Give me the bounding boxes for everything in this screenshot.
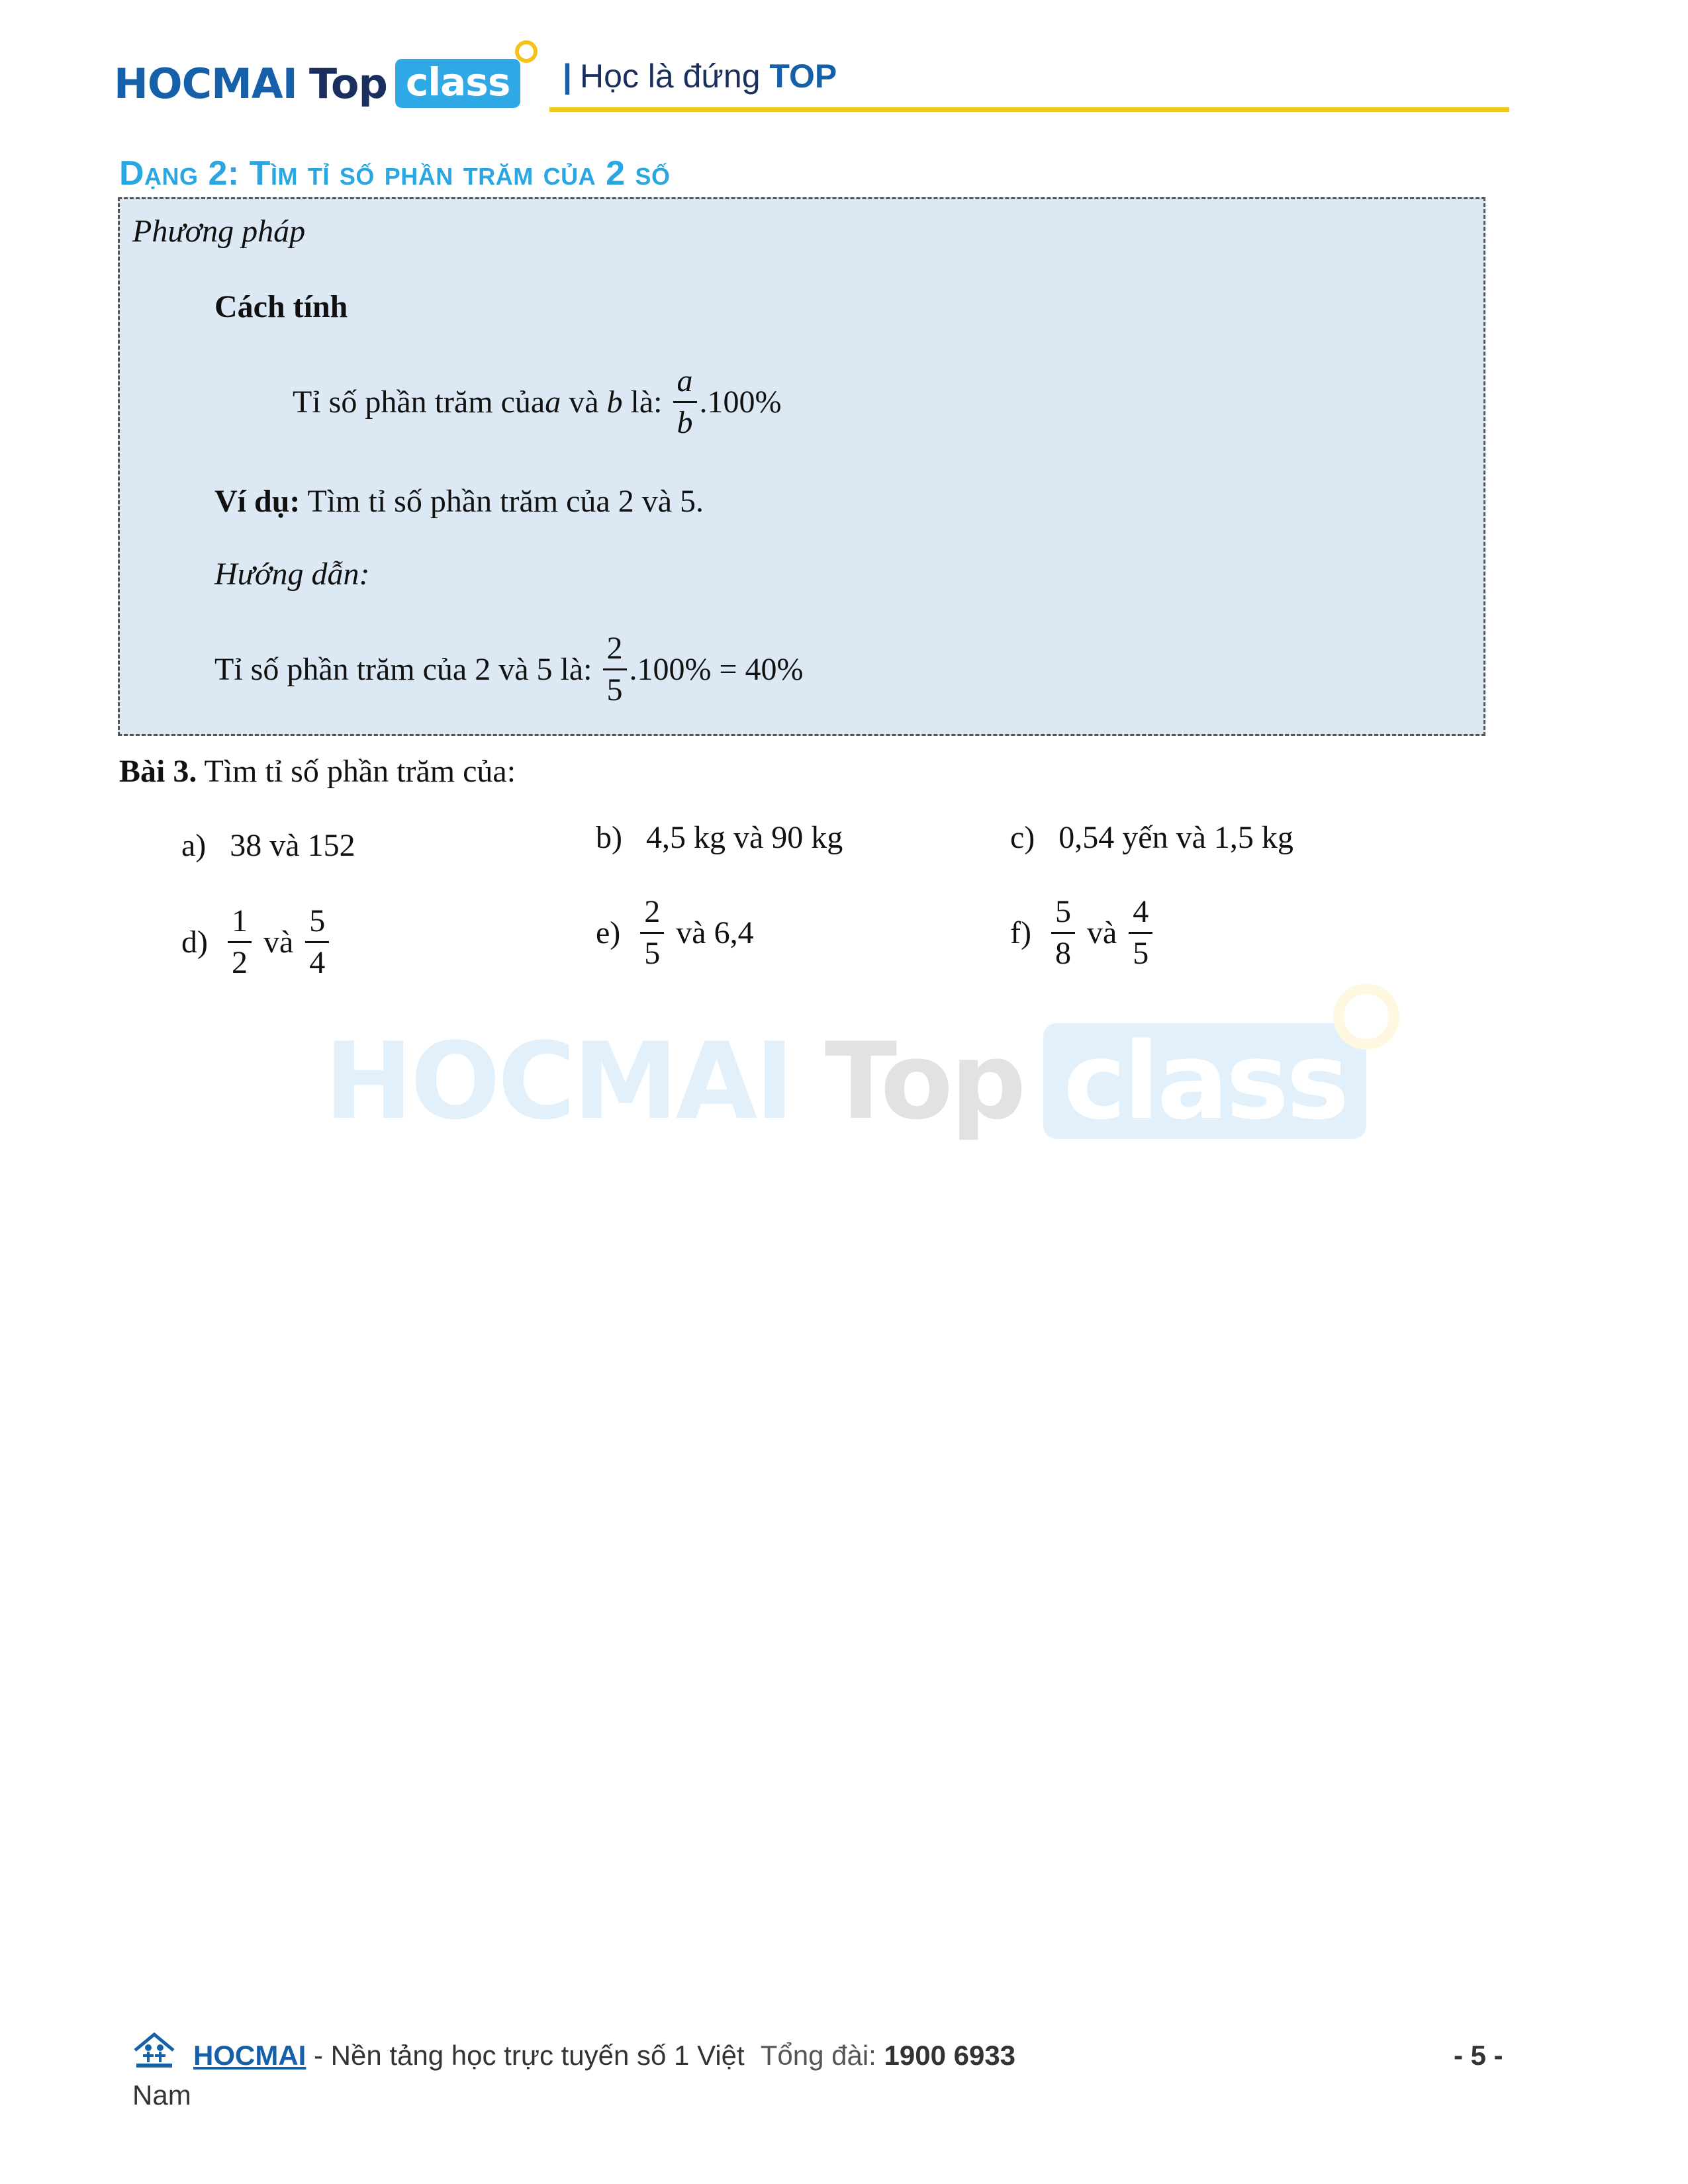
logo-hocmai-text: HOCMAI — [114, 59, 297, 108]
item-fraction-1 — [1051, 896, 1075, 970]
fraction-numerator: 2 — [640, 896, 664, 934]
exercise-item-d — [181, 905, 332, 979]
fraction-numerator: 2 — [603, 633, 627, 670]
exercise-item-f — [1010, 896, 1155, 970]
item-label: d) — [181, 925, 208, 960]
logo-class-text: class — [405, 60, 510, 105]
logo-top-text: Top — [308, 59, 387, 108]
item-label: e) — [596, 915, 621, 950]
fraction-denominator: 4 — [309, 945, 326, 980]
tagline-separator: | — [563, 58, 572, 95]
guide-label: Hướng dẫn: — [214, 557, 370, 592]
watermark-hocmai: HOCMAI — [324, 1019, 792, 1143]
item-label: b) — [596, 820, 622, 855]
footer-phone-label: Tổng đài: — [760, 2040, 884, 2071]
item-text: 38 và 152 — [230, 828, 355, 863]
footer-line — [193, 2040, 1015, 2071]
hocmai-house-icon — [131, 2030, 177, 2070]
footer-text: - Nền tảng học trực tuyến số 1 Việt — [306, 2040, 745, 2071]
answer-suffix: .100% = 40% — [629, 652, 804, 687]
item-label: c) — [1010, 820, 1035, 855]
exercise-item-b — [596, 819, 843, 856]
item-text: 4,5 kg và 90 kg — [645, 820, 843, 855]
formula-line — [293, 365, 782, 439]
fraction-denominator: b — [677, 405, 693, 440]
footer-phone: 1900 6933 — [884, 2040, 1016, 2071]
formula-is: là: — [622, 385, 671, 420]
item-label: f) — [1010, 915, 1031, 950]
fraction-numerator: 4 — [1129, 896, 1152, 934]
watermark-class-badge — [1043, 1019, 1366, 1143]
fraction-denominator: 5 — [606, 672, 623, 707]
answer-fraction — [603, 633, 627, 706]
item-fraction-2 — [305, 905, 329, 979]
header-tagline — [563, 57, 837, 95]
logo-class-badge — [395, 59, 520, 108]
exercise-item-c — [1010, 819, 1293, 856]
watermark-logo — [324, 1019, 1366, 1143]
hocmai-topclass-logo — [114, 58, 520, 109]
section-title: Dạng 2: Tìm tỉ số phần trăm của 2 số — [119, 154, 671, 193]
formula-var-b: b — [606, 385, 623, 420]
formula-fraction — [673, 365, 697, 439]
fraction-numerator: 1 — [228, 905, 252, 943]
footer-text-continued: Nam — [132, 2079, 191, 2111]
watermark-top: Top — [824, 1019, 1024, 1143]
header-divider — [549, 107, 1509, 112]
example-text: Tìm tỉ số phần trăm của 2 và 5. — [300, 484, 704, 519]
fraction-numerator: a — [673, 365, 697, 403]
item-fraction-1 — [640, 896, 664, 970]
method-heading: Phương pháp — [132, 214, 306, 249]
item-label: a) — [181, 828, 207, 863]
item-fraction-2 — [1129, 896, 1152, 970]
example-line — [214, 483, 704, 520]
exercise-label: Bài 3. — [119, 754, 197, 789]
fraction-denominator: 5 — [644, 936, 661, 971]
exercise-prompt — [119, 753, 516, 790]
item-fraction-1 — [228, 905, 252, 979]
item-and: và — [1086, 915, 1117, 950]
item-and: và — [263, 925, 294, 960]
formula-and: và — [561, 385, 607, 420]
fraction-numerator: 5 — [305, 905, 329, 943]
item-rest: và 6,4 — [676, 915, 754, 950]
exercise-item-a — [181, 827, 355, 864]
answer-prefix: Tỉ số phần trăm của 2 và 5 là: — [214, 652, 600, 687]
footer-brand-link[interactable]: HOCMAI — [193, 2040, 306, 2071]
sun-icon — [1333, 983, 1399, 1050]
fraction-denominator: 8 — [1055, 936, 1071, 971]
formula-prefix: Tỉ số phần trăm của — [293, 385, 545, 420]
tagline-top: TOP — [769, 58, 837, 95]
formula-suffix: .100% — [699, 385, 782, 420]
watermark-class: class — [1063, 1019, 1347, 1143]
exercise-text: Tìm tỉ số phần trăm của: — [197, 754, 516, 789]
answer-line — [214, 633, 804, 706]
fraction-denominator: 2 — [231, 945, 248, 980]
formula-var-a: a — [545, 385, 561, 420]
exercise-item-e — [596, 896, 754, 970]
method-subheading: Cách tính — [214, 289, 348, 324]
fraction-denominator: 5 — [1133, 936, 1149, 971]
page-number: - 5 - — [1454, 2040, 1503, 2071]
item-text: 0,54 yến và 1,5 kg — [1058, 820, 1293, 855]
sun-icon — [515, 40, 538, 63]
tagline-text: Học là đứng — [580, 58, 770, 95]
fraction-numerator: 5 — [1051, 896, 1075, 934]
example-label: Ví dụ: — [214, 484, 301, 519]
